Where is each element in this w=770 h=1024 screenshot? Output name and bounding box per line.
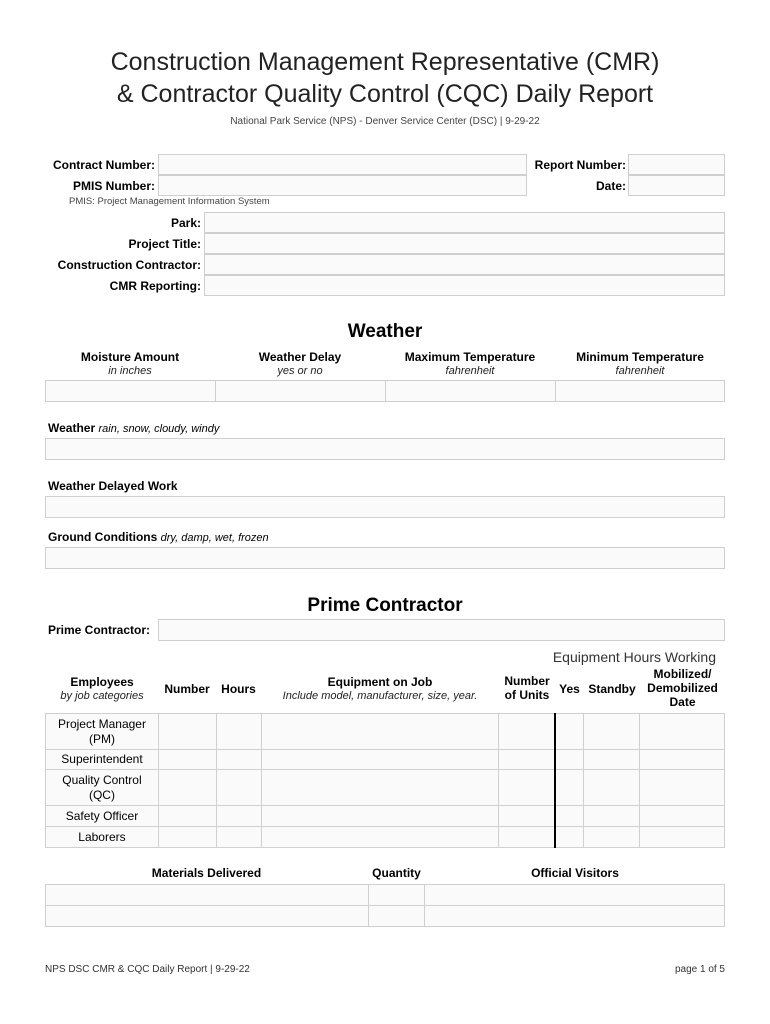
park-field[interactable] [204,212,725,233]
row-label-qc: Quality Control (QC) [46,770,159,806]
prime-contractor-field[interactable] [158,619,725,641]
materials-cell[interactable] [46,906,369,927]
weather-delay-sub: yes or no [277,365,323,377]
table-row [46,806,725,827]
visitors-cell[interactable] [425,885,725,906]
moisture-amount-field[interactable] [45,380,216,402]
min-temp-header: Minimum Temperature [576,350,704,364]
employees-sub: by job categories [60,690,144,702]
units-cell[interactable] [499,750,555,770]
footer-left: NPS DSC CMR & CQC Daily Report | 9-29-22 [45,964,250,975]
hours-cell[interactable] [216,827,261,848]
standby-cell[interactable] [584,714,640,750]
materials-delivered-header: Materials Delivered [151,866,262,880]
moisture-amount-header: Moisture Amount [80,350,180,364]
park-label: Park: [170,216,201,230]
number-cell[interactable] [158,806,216,827]
mob-line1: Mobilized/ [653,667,712,681]
equipment-cell[interactable] [261,714,499,750]
page-subtitle: National Park Service (NPS) - Denver Service Center (DSC) | 9-29-22 [230,116,540,127]
row-label-superintendent: Superintendent [46,750,159,770]
min-temp-field[interactable] [555,380,725,402]
standby-cell[interactable] [584,827,640,848]
units-cell[interactable] [499,714,555,750]
quantity-header: Quantity [372,866,421,880]
equipment-sub: Include model, manufacturer, size, year. [282,690,478,702]
max-temp-header: Maximum Temperature [404,350,536,364]
number-header: Number [164,682,210,696]
weather-delay-header: Weather Delay [258,350,342,364]
yes-cell[interactable] [555,714,584,750]
official-visitors-header: Official Visitors [531,866,619,880]
mob-date-cell[interactable] [640,714,725,750]
equipment-hours-header: Equipment Hours Working [552,649,716,665]
table-row [46,750,725,770]
materials-visitors-table [45,884,725,927]
equipment-header: Equipment on Job [327,675,433,689]
materials-cell[interactable] [46,885,369,906]
page-title-line1: Construction Management Representative (CMR) [110,48,660,76]
project-title-field[interactable] [204,233,725,254]
date-field[interactable] [628,175,725,196]
weather-section-label: Weather rain, snow, cloudy, windy [48,421,220,435]
hours-header: Hours [221,682,256,696]
row-label-laborers: Laborers [46,827,159,848]
units-line2: of Units [504,688,550,702]
equipment-cell[interactable] [261,827,499,848]
quantity-cell[interactable] [368,906,425,927]
report-number-field[interactable] [628,154,725,175]
contract-number-field[interactable] [158,154,527,175]
mob-date-cell[interactable] [640,827,725,848]
employees-equipment-table [45,713,725,848]
mob-date-cell[interactable] [640,750,725,770]
table-row [46,885,725,906]
quantity-cell[interactable] [368,885,425,906]
standby-cell[interactable] [584,806,640,827]
table-row [46,827,725,848]
number-cell[interactable] [158,714,216,750]
weather-delay-field[interactable] [215,380,386,402]
hours-cell[interactable] [216,750,261,770]
date-label: Date: [595,179,626,193]
equipment-cell[interactable] [261,770,499,806]
yes-cell[interactable] [555,806,584,827]
weather-field[interactable] [45,438,725,460]
units-cell[interactable] [499,827,555,848]
table-row [46,714,725,750]
footer-page-number: page 1 of 5 [674,964,725,975]
mobilized-header [640,667,725,709]
visitors-cell[interactable] [425,906,725,927]
table-row [46,770,725,806]
pmis-note: PMIS: Project Management Information System [69,196,270,207]
number-cell[interactable] [158,750,216,770]
weather-heading: Weather [347,321,423,342]
standby-cell[interactable] [584,750,640,770]
report-number-label: Report Number: [534,158,626,172]
moisture-amount-sub: in inches [108,365,152,377]
min-temp-sub: fahrenheit [615,365,665,377]
yes-cell[interactable] [555,827,584,848]
hours-cell[interactable] [216,770,261,806]
yes-cell[interactable] [555,770,584,806]
row-label-pm: Project Manager (PM) [46,714,159,750]
number-of-units-header [499,674,555,702]
number-cell[interactable] [158,770,216,806]
employees-header: Employees [70,675,134,689]
cmr-reporting-field[interactable] [204,275,725,296]
construction-contractor-label: Construction Contractor: [57,258,201,272]
page-title-line2: & Contractor Quality Control (CQC) Daily Report [116,80,654,108]
standby-cell[interactable] [584,770,640,806]
mob-line2: Demobilized [647,681,718,695]
ground-conditions-field[interactable] [45,547,725,569]
yes-cell[interactable] [555,750,584,770]
project-title-label: Project Title: [128,237,201,251]
equipment-cell[interactable] [261,806,499,827]
max-temp-sub: fahrenheit [445,365,495,377]
max-temp-field[interactable] [385,380,556,402]
prime-contractor-label: Prime Contractor: [48,623,151,637]
hours-cell[interactable] [216,806,261,827]
contract-number-label: Contract Number: [52,158,155,172]
units-cell[interactable] [499,770,555,806]
cmr-reporting-label: CMR Reporting: [109,279,201,293]
units-cell[interactable] [499,806,555,827]
pmis-number-field[interactable] [158,175,527,196]
yes-header: Yes [559,682,580,696]
hours-cell[interactable] [216,714,261,750]
equipment-cell[interactable] [261,750,499,770]
mob-line3: Date [669,695,696,709]
prime-contractor-heading: Prime Contractor [307,595,463,616]
mob-date-cell[interactable] [640,770,725,806]
construction-contractor-field[interactable] [204,254,725,275]
row-label-safety-officer: Safety Officer [46,806,159,827]
standby-header: Standby [588,682,636,696]
weather-delayed-work-field[interactable] [45,496,725,518]
pmis-number-label: PMIS Number: [72,179,155,193]
units-line1: Number [504,674,550,688]
number-cell[interactable] [158,827,216,848]
table-row [46,906,725,927]
mob-date-cell[interactable] [640,806,725,827]
ground-conditions-label: Ground Conditions dry, damp, wet, frozen [48,530,269,544]
weather-delayed-work-label: Weather Delayed Work [48,479,178,493]
